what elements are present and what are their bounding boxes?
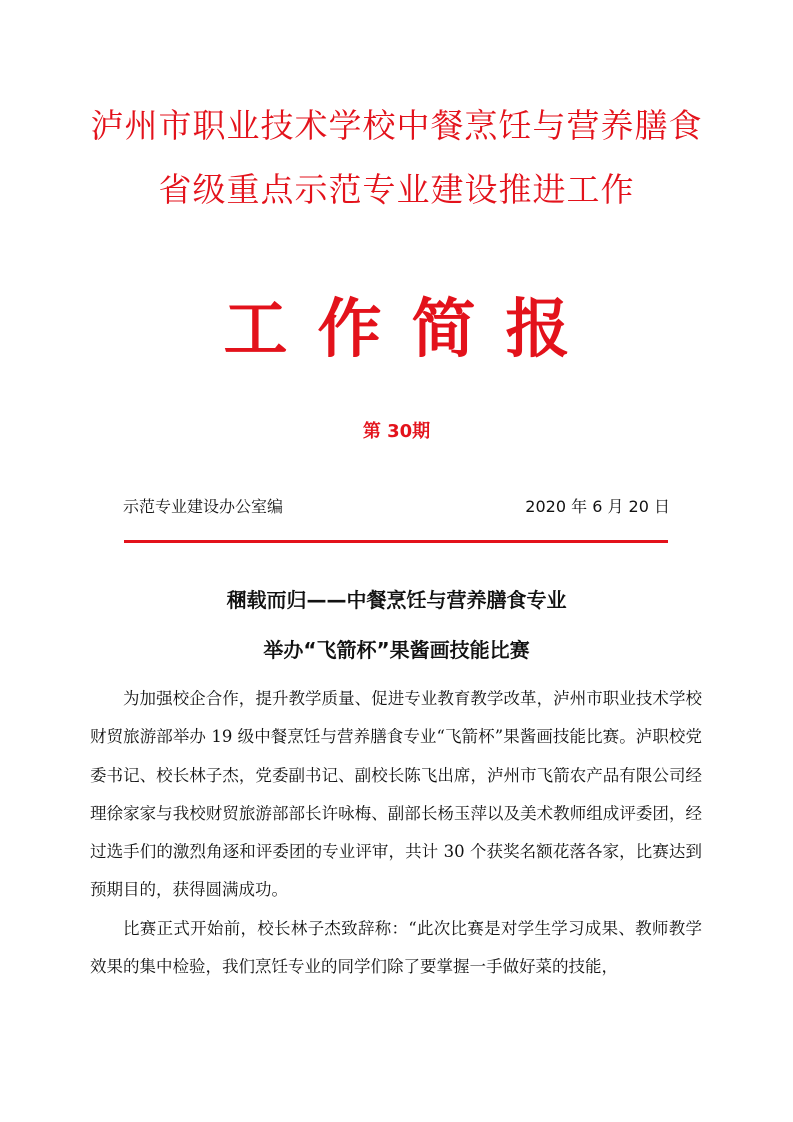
organization-title-line-1: 泸州市职业技术学校中餐烹饪与营养膳食 <box>90 106 703 145</box>
editor-credit: 示范专业建设办公室编 <box>123 497 284 516</box>
bulletin-title: 工作简报 <box>223 293 600 367</box>
article-title-line-2: 举办“飞箭杯”果酱画技能比赛 <box>263 638 530 662</box>
article-body <box>90 680 702 986</box>
header-divider <box>124 540 668 543</box>
organization-title-line-2: 省级重点示范专业建设推进工作 <box>158 170 635 209</box>
publication-date: 2020 年 6 月 20 日 <box>525 497 670 516</box>
publication-meta <box>123 494 670 520</box>
article-title-line-1: 稛载而归——中餐烹饪与营养膳食专业 <box>226 588 567 612</box>
article-paragraph: 比赛正式开始前，校长林子杰致辞称：“此次比赛是对学生学习成果、教师教学效果的集中检验，我们烹饪专业的同学们除了要掌握一手做好菜的技能， <box>90 918 702 977</box>
article-paragraph: 为加强校企合作，提升教学质量、促进专业教育教学改革，泸州市职业技术学校财贸旅游部举办 19 级中餐烹饪与营养膳食专业“飞箭杯”果酱画技能比赛。泸职校党委书记、校长林子杰，党委副书记、副校长陈飞出席，泸州市飞箭农产品有限公司经理徐家家与我校财贸旅游部部长许咏梅、副部长杨玉萍以及美术教师组成评委团，经过选手们的激烈角逐和评委团的专业评审，共计 30 个获奖名额花落各家，比赛达到预期目的，获得圆满成功。 <box>90 689 702 900</box>
issue-number: 第 30期 <box>362 421 431 442</box>
